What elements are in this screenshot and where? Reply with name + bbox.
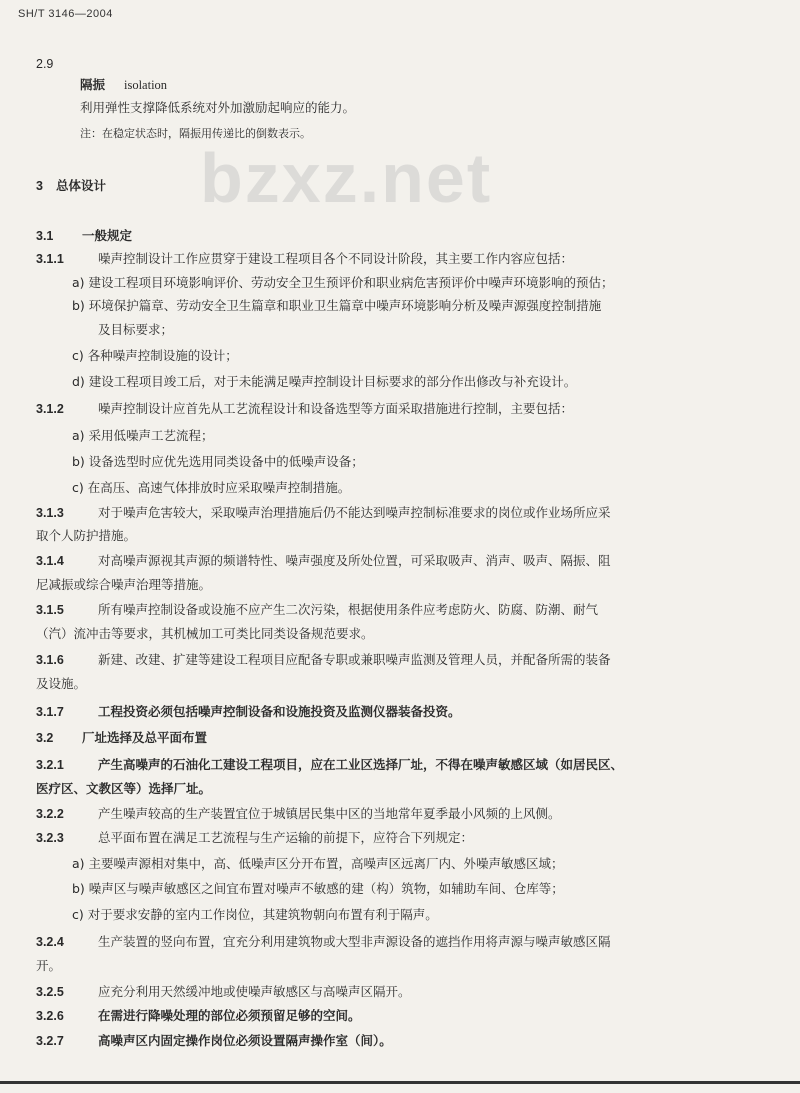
- clause-text: 及设施。: [36, 676, 87, 691]
- section-number: 3.1: [36, 229, 54, 243]
- list-item-text: b) 环境保护篇章、劳动安全卫生篇章和职业卫生篇章中噪声环境影响分析及噪声源强度控制措施: [72, 298, 602, 313]
- list-item-text: b) 噪声区与噪声敏感区之间宜布置对噪声不敏感的建（构）筑物，如辅助车间、仓库等；: [72, 881, 564, 896]
- clause-text: 高噪声区内固定操作岗位必须设置隔声操作室（间）。: [98, 1033, 392, 1048]
- clause-text: 工程投资必须包括噪声控制设备和设施投资及监测仪器装备投资。: [98, 704, 461, 719]
- section-number: 3: [36, 179, 43, 193]
- clause-number: 3.2.6: [36, 1009, 64, 1023]
- clause-number: 3.2.3: [36, 831, 64, 845]
- clause-number: 3.1.2: [36, 402, 64, 416]
- clause-number: 3.2.4: [36, 935, 64, 949]
- clause-text: 在需进行降噪处理的部位必须预留足够的空间。: [98, 1008, 361, 1023]
- clause-text: 对高噪声源视其声源的频谱特性、噪声强度及所处位置，可采取吸声、消声、吸声、隔振、阻: [98, 553, 611, 568]
- footer-rule: [0, 1081, 800, 1084]
- section-number: 3.2: [36, 731, 54, 745]
- clause-text: 生产装置的竖向布置，宜充分利用建筑物或大型非声源设备的遮挡作用将声源与噪声敏感区隔: [98, 934, 611, 949]
- clause-number: 3.1.7: [36, 705, 64, 719]
- clause-number: 3.1.1: [36, 252, 64, 266]
- clause-text: 尼减振或综合噪声治理等措施。: [36, 577, 212, 592]
- clause-text: 取个人防护措施。: [36, 528, 137, 543]
- clause-text: 应充分利用天然缓冲地或使噪声敏感区与高噪声区隔开。: [98, 984, 411, 999]
- clause-number: 3.2.7: [36, 1034, 64, 1048]
- clause-text: 产生高噪声的石油化工建设工程项目，应在工业区选择厂址，不得在噪声敏感区域（如居民区、: [98, 757, 624, 772]
- clause-text: 对于噪声危害较大，采取噪声治理措施后仍不能达到噪声控制标准要求的岗位或作业场所应采: [98, 505, 611, 520]
- section-title: 一般规定: [82, 228, 133, 243]
- list-item-text: c) 对于要求安静的室内工作岗位，其建筑物朝向布置有利于隔声。: [72, 907, 438, 922]
- section-number: 2.9: [36, 57, 54, 71]
- list-item-text: c) 在高压、高速气体排放时应采取噪声控制措施。: [72, 480, 351, 495]
- clause-number: 3.2.2: [36, 807, 64, 821]
- clause-number: 3.1.6: [36, 653, 64, 667]
- term-english: isolation: [124, 78, 168, 92]
- section-title: 总体设计: [56, 178, 107, 193]
- clause-text: 开。: [36, 958, 62, 973]
- watermark: bzxz.net: [200, 139, 493, 217]
- clause-number: 3.2.1: [36, 758, 64, 772]
- clause-text: 噪声控制设计工作应贯穿于建设工程项目各个不同设计阶段，其主要工作内容应包括：: [98, 251, 574, 266]
- list-item-text: a) 建设工程项目环境影响评价、劳动安全卫生预评价和职业病危害预评价中噪声环境影响的预估；: [72, 275, 614, 290]
- standard-number: SH/T 3146—2004: [18, 8, 113, 20]
- clause-text: （汽）流冲击等要求，其机械加工可类比同类设备规范要求。: [36, 626, 374, 641]
- list-item-text: c) 各种噪声控制设施的设计；: [72, 348, 238, 363]
- clause-number: 3.2.5: [36, 985, 64, 999]
- list-item-text: 及目标要求；: [98, 322, 174, 337]
- clause-number: 3.1.5: [36, 603, 64, 617]
- term: 隔振: [80, 77, 106, 92]
- list-item-text: d) 建设工程项目竣工后，对于未能满足噪声控制设计目标要求的部分作出修改与补充设计。: [72, 374, 577, 389]
- clause-text: 所有噪声控制设备或设施不应产生二次污染，根据使用条件应考虑防火、防腐、防潮、耐气: [98, 602, 599, 617]
- definition: 利用弹性支撑降低系统对外加激励起响应的能力。: [80, 100, 356, 115]
- clause-number: 3.1.4: [36, 554, 64, 568]
- clause-text: 总平面布置在满足工艺流程与生产运输的前提下，应符合下列规定：: [98, 830, 474, 845]
- list-item-text: a) 主要噪声源相对集中，高、低噪声区分开布置，高噪声区远离厂内、外噪声敏感区域；: [72, 856, 564, 871]
- list-item-text: b) 设备选型时应优先选用同类设备中的低噪声设备；: [72, 454, 364, 469]
- list-item-text: a) 采用低噪声工艺流程；: [72, 428, 214, 443]
- section-title: 厂址选择及总平面布置: [82, 730, 208, 745]
- clause-text: 产生噪声较高的生产装置宜位于城镇居民集中区的当地常年夏季最小风频的上风侧。: [98, 806, 561, 821]
- clause-number: 3.1.3: [36, 506, 64, 520]
- clause-text: 新建、改建、扩建等建设工程项目应配备专职或兼职噪声监测及管理人员，并配备所需的装备: [98, 652, 611, 667]
- note: 注：在稳定状态时，隔振用传递比的倒数表示。: [80, 127, 311, 140]
- clause-text: 医疗区、文教区等）选择厂址。: [36, 781, 212, 796]
- clause-text: 噪声控制设计应首先从工艺流程设计和设备选型等方面采取措施进行控制，主要包括：: [98, 401, 574, 416]
